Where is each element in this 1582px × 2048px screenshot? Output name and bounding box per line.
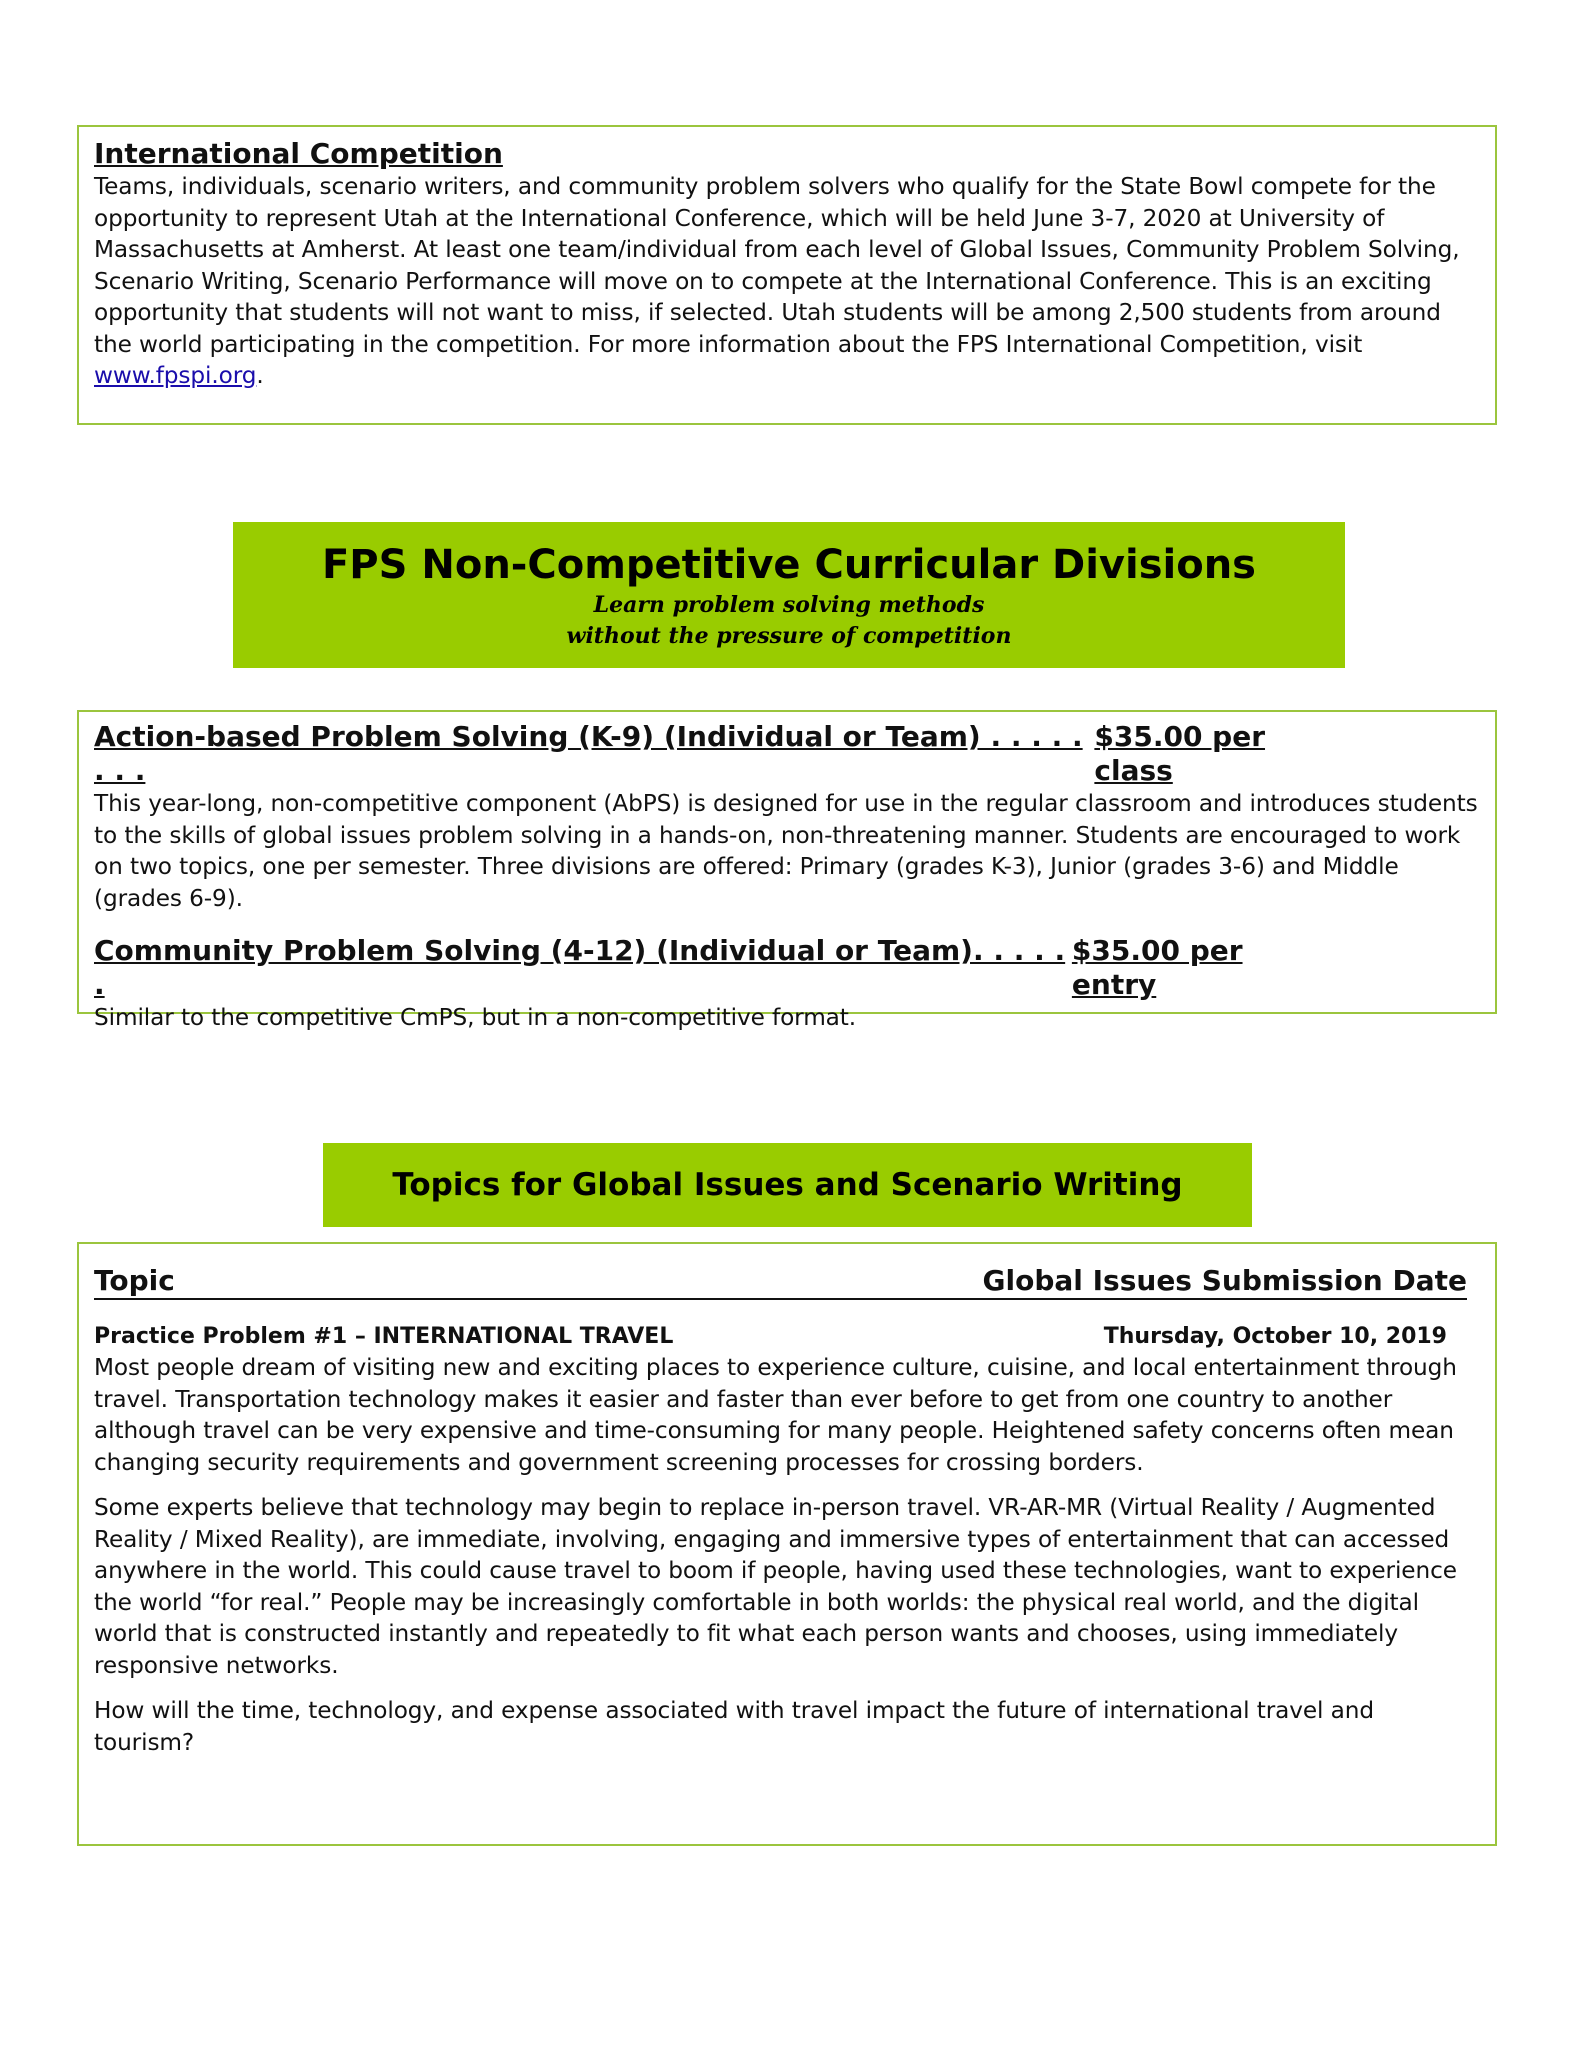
division-name-cmps: Community Problem Solving (4-12) (Individual or Team). . . . . .: [94, 934, 1066, 1001]
international-competition-box: [77, 125, 1497, 425]
division-header-cmps: [94, 934, 1481, 1002]
topics-header-topic: Topic: [94, 1264, 175, 1297]
topics-header-submission-date: Global Issues Submission Date: [982, 1264, 1467, 1297]
international-competition-body: [94, 171, 1481, 392]
topic-paragraph-2: Some experts believe that technology may begin to replace in-person travel. VR-AR-MR (Virtual Reality / Augmented Reality / Mixed Reality), are immediate, involving, engaging and immersive types of entertainment that can accessed anywhere in the world. This could cause travel to boom if people, having used these technologies, want to experience the world “for real.” People may be increasingly comfortable in both worlds: the physical real world, and the digital world that is constructed instantly and repeatedly to fit what each person wants and chooses, using immediately responsive networks.: [94, 1494, 1457, 1679]
international-body-end: .: [256, 362, 264, 389]
noncompetitive-banner: [233, 522, 1345, 668]
topics-banner-title: Topics for Global Issues and Scenario Writing: [392, 1167, 1183, 1203]
topic-paragraph-1: Most people dream of visiting new and exciting places to experience culture, cuisine, and local entertainment through travel. Transportation technology makes it easier and faster than ever before to get from one country to another although travel can be very expensive and time-consuming for many people. Heightened safety concerns often mean changing security requirements and government screening processes for crossing borders.: [94, 1354, 1457, 1476]
topics-banner: [323, 1143, 1252, 1227]
international-competition-title: International Competition: [94, 137, 503, 170]
topics-box: [77, 1242, 1497, 1846]
division-header-abps: [94, 720, 1481, 788]
division-description-cmps: Similar to the competitive CmPS, but in a non-competitive format.: [94, 1004, 857, 1031]
divisions-box: [77, 710, 1497, 1031]
international-body-text: Teams, individuals, scenario writers, and community problem solvers who qualify for the State Bowl compete for the opportunity to represent Utah at the International Conference, which will be held June 3-7, 2020 at University of Massachusetts at Amherst. At least one team/individual from each level of Global Issues, Community Problem Solving, Scenario Writing, Scenario Performance will move on to compete at the International Conference. This is an exciting opportunity that students will not want to miss, if selected. Utah students will be among 2,500 students from around the world participating in the competition. For more information about the FPS International Competition, visit: [94, 173, 1460, 358]
noncompetitive-banner-subtitle-1: Learn problem solving methods: [593, 592, 985, 618]
division-name-abps: Action-based Problem Solving (K-9) (Individual or Team) . . . . . . . .: [94, 720, 1083, 787]
practice-problem-title: Practice Problem #1 – INTERNATIONAL TRAVEL: [94, 1324, 674, 1349]
practice-problem-date: Thursday, October 10, 2019: [1103, 1324, 1447, 1349]
noncompetitive-banner-title: FPS Non-Competitive Curricular Divisions: [321, 542, 1256, 588]
division-price-abps: $35.00 per class: [1094, 720, 1266, 787]
division-description-abps: This year-long, non-competitive component (AbPS) is designed for use in the regular classroom and introduces students to the skills of global issues problem solving in a hands-on, non-threatening manner. Students are encouraged to work on two topics, one per semester. Three divisions are offered: Primary (grades K-3), Junior (grades 3-6) and Middle (grades 6-9).: [94, 790, 1478, 912]
noncompetitive-banner-subtitle-2: without the pressure of competition: [566, 623, 1012, 649]
fpspi-link[interactable]: www.fpspi.org: [94, 362, 257, 389]
division-price-cmps: $35.00 per entry: [1071, 934, 1243, 1001]
practice-problem-row: [94, 1322, 1481, 1352]
topics-table-header: [94, 1264, 1467, 1300]
topic-paragraph-3: How will the time, technology, and expense associated with travel impact the future of international travel and tourism?: [94, 1697, 1374, 1756]
